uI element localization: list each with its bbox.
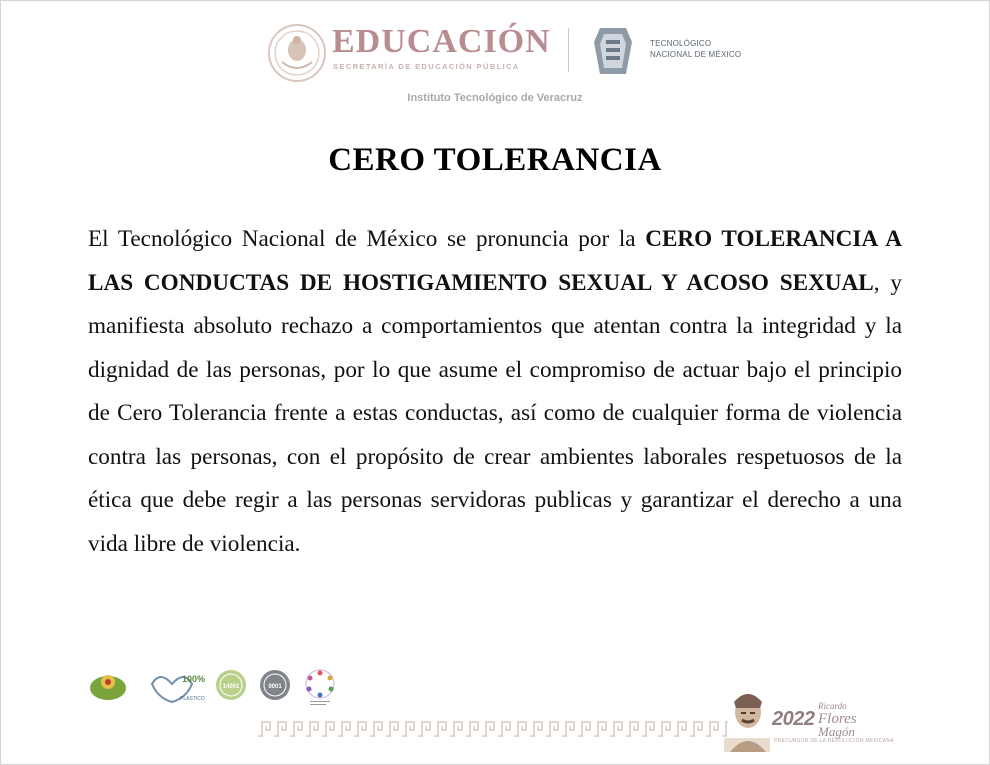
year-honoree [818, 700, 857, 738]
plastic-free-badge-icon [146, 668, 208, 706]
svg-text:14001: 14001 [222, 684, 240, 690]
year-label: 2022 [772, 708, 815, 730]
page-title: CERO TOLERANCIA [328, 142, 662, 178]
tecnm-line-1: TECNOLÓGICO [650, 39, 712, 48]
statement-intro: El Tecnológico Nacional de México se pronuncia por la [88, 226, 646, 252]
edu-subtitle: SECRETARÍA DE EDUCACIÓN PÚBLICA [333, 62, 520, 71]
tecnm-wordmark [650, 38, 741, 60]
letterhead [262, 18, 742, 86]
honoree-name-3: Magón [818, 724, 855, 739]
institute-name: Instituto Tecnológico de Veracruz [407, 92, 583, 104]
edu-title: EDUCACIÓN [332, 23, 551, 60]
year-caption: PRECURSOR DE LA REVOLUCIÓN MEXICANA [774, 738, 894, 744]
svg-text:9001: 9001 [268, 684, 282, 690]
iso-9001-badge-icon [258, 668, 292, 702]
honoree-name-2: Flores [818, 711, 857, 727]
green-emblem-icon [86, 668, 130, 704]
header-divider [568, 28, 569, 72]
statement-emphasis: CERO TOLERANCIA A LAS CONDUCTAS DE HOSTIGAMIENTO SEXUAL Y ACOSO SEXUAL [88, 226, 903, 296]
svg-text:100%: 100% [182, 674, 206, 684]
honoree-name-1: Ricardo [818, 701, 847, 711]
sep-emblem-icon [266, 22, 328, 84]
tecnm-line-2: NACIONAL DE MÉXICO [650, 50, 742, 59]
decorative-pattern [258, 716, 728, 742]
iso-14001-badge-icon [214, 668, 248, 702]
footer-badges [86, 664, 346, 714]
statement-rest: , y manifiesta absoluto rechazo a comportamientos que atentan contra la integridad y la dignidad de las personas, por lo que asume el compromiso de actuar bajo el principio de Cero Tolerancia frente a estas conductas, así como de cualquier forma de violencia contra las personas, con el propósito de crear ambientes laborales respetuosos de la ética que debe regir a las personas servidoras publicas y garantizar el derecho a una vida libre de violencia. [88, 269, 903, 557]
equality-badge-icon [300, 666, 340, 706]
tecnm-logo-icon [592, 22, 634, 80]
svg-text:PLÁSTICO: PLÁSTICO [180, 696, 205, 702]
statement-paragraph [88, 218, 902, 566]
